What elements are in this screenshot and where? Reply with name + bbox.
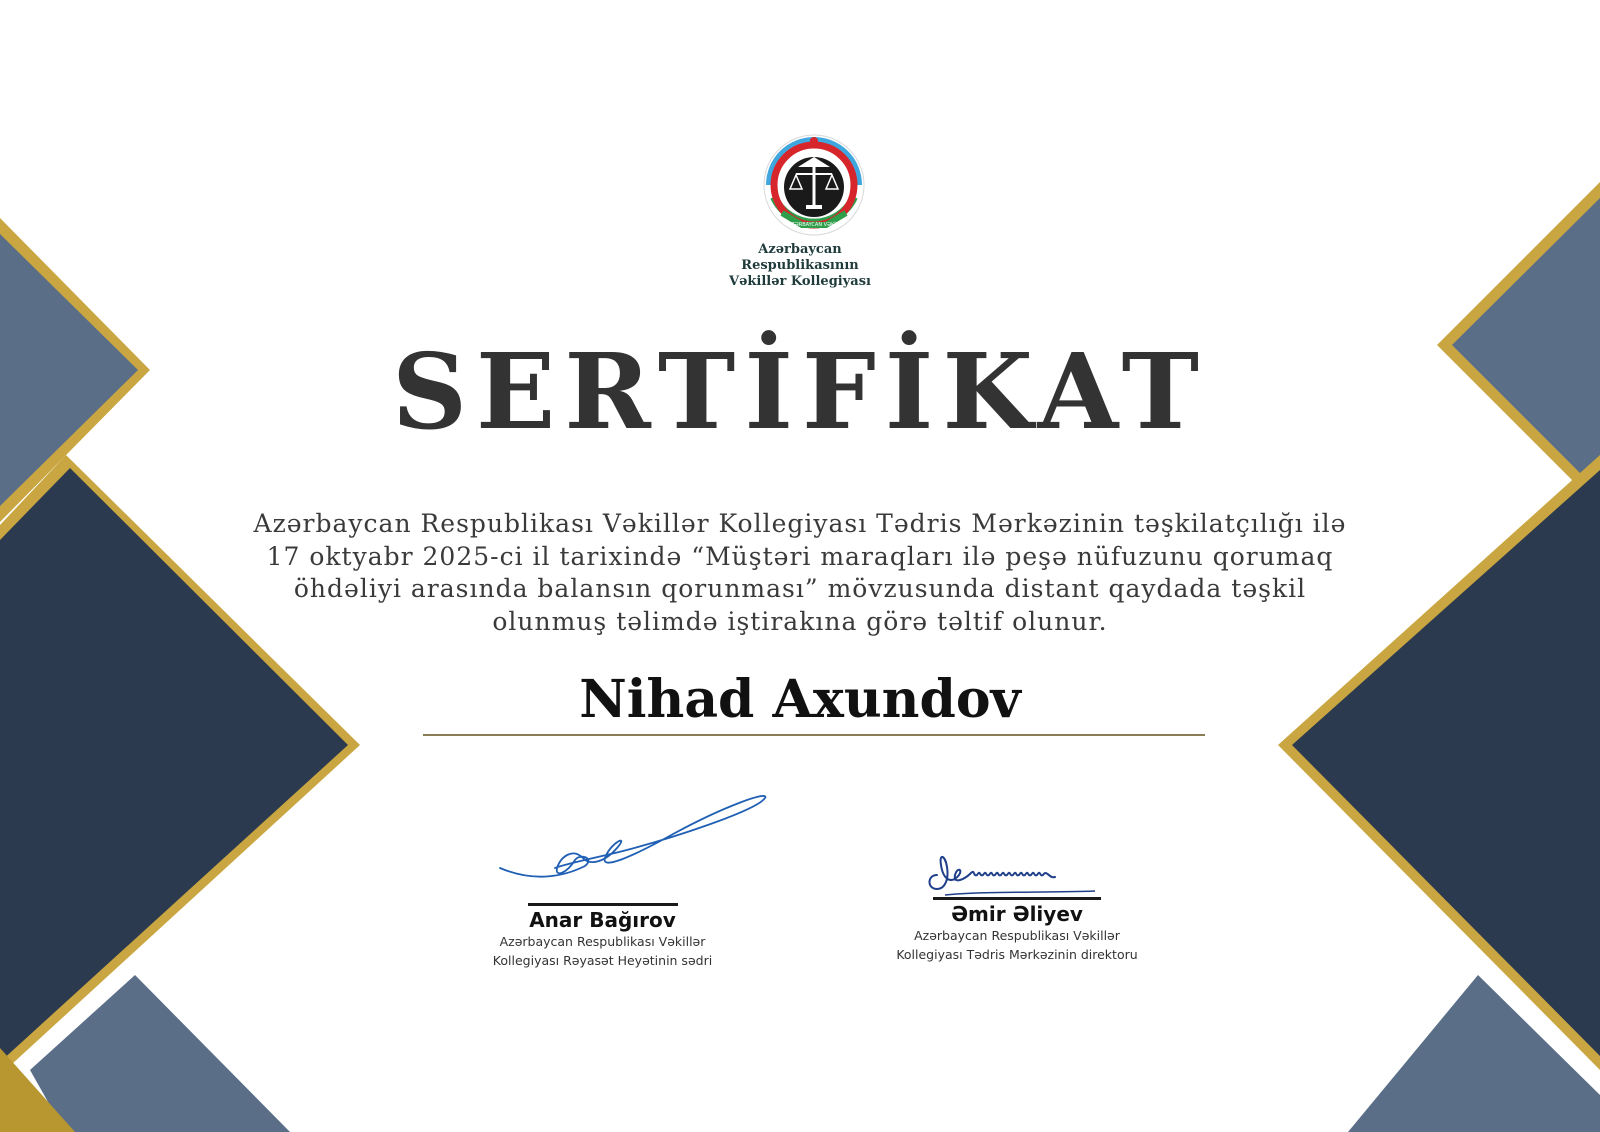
signatory-2-role-line-2: Kollegiyası Tədris Mərkəzinin direktoru	[896, 947, 1138, 962]
signature-anar-bagirov	[495, 788, 785, 908]
organization-name-line-2: Respublikasının	[741, 258, 859, 273]
signatory-2-role-line-1: Azərbaycan Respublikası Vəkillər	[914, 928, 1120, 943]
certificate-title: SERTİFİKAT	[391, 330, 1209, 453]
signatory-1	[460, 903, 745, 970]
signatory-2	[872, 897, 1162, 964]
signatory-2-name: Əmir Əliyev	[951, 902, 1083, 926]
seal-text: AZƏRBAYCAN VƏKİLİ	[787, 222, 841, 228]
organization-name	[0, 242, 1600, 290]
signature-emir-aliyev	[925, 845, 1105, 905]
organization-name-line-3: Vəkillər Kollegiyası	[729, 274, 871, 289]
certificate-body-text	[190, 508, 1410, 638]
bar-association-seal-logo	[762, 133, 866, 237]
signature-line-1	[528, 903, 678, 906]
recipient-underline	[423, 734, 1205, 736]
body-line-1: Azərbaycan Respublikası Vəkillər Kollegiyası Tədris Mərkəzinin təşkilatçılığı ilə	[253, 509, 1347, 538]
body-line-2: 17 oktyabr 2025-ci il tarixində “Müştəri maraqları ilə peşə nüfuzunu qorumaq	[266, 541, 1334, 571]
body-line-4: olunmuş təlimdə iştirakına görə təltif olunur.	[492, 606, 1108, 636]
organization-name-line-1: Azərbaycan	[758, 242, 842, 257]
signatory-1-name: Anar Bağırov	[529, 908, 676, 932]
signature-line-2	[933, 897, 1101, 900]
signatory-1-role-line-1: Azərbaycan Respublikası Vəkillər	[499, 934, 706, 949]
recipient-name: Nihad Axundov	[579, 669, 1021, 730]
signatory-1-role-line-2: Kollegiyası Rəyasət Heyətinin sədri	[492, 953, 713, 968]
body-line-3: öhdəliyi arasında balansın qorunması” mövzusunda distant qaydada təşkil	[293, 574, 1307, 603]
